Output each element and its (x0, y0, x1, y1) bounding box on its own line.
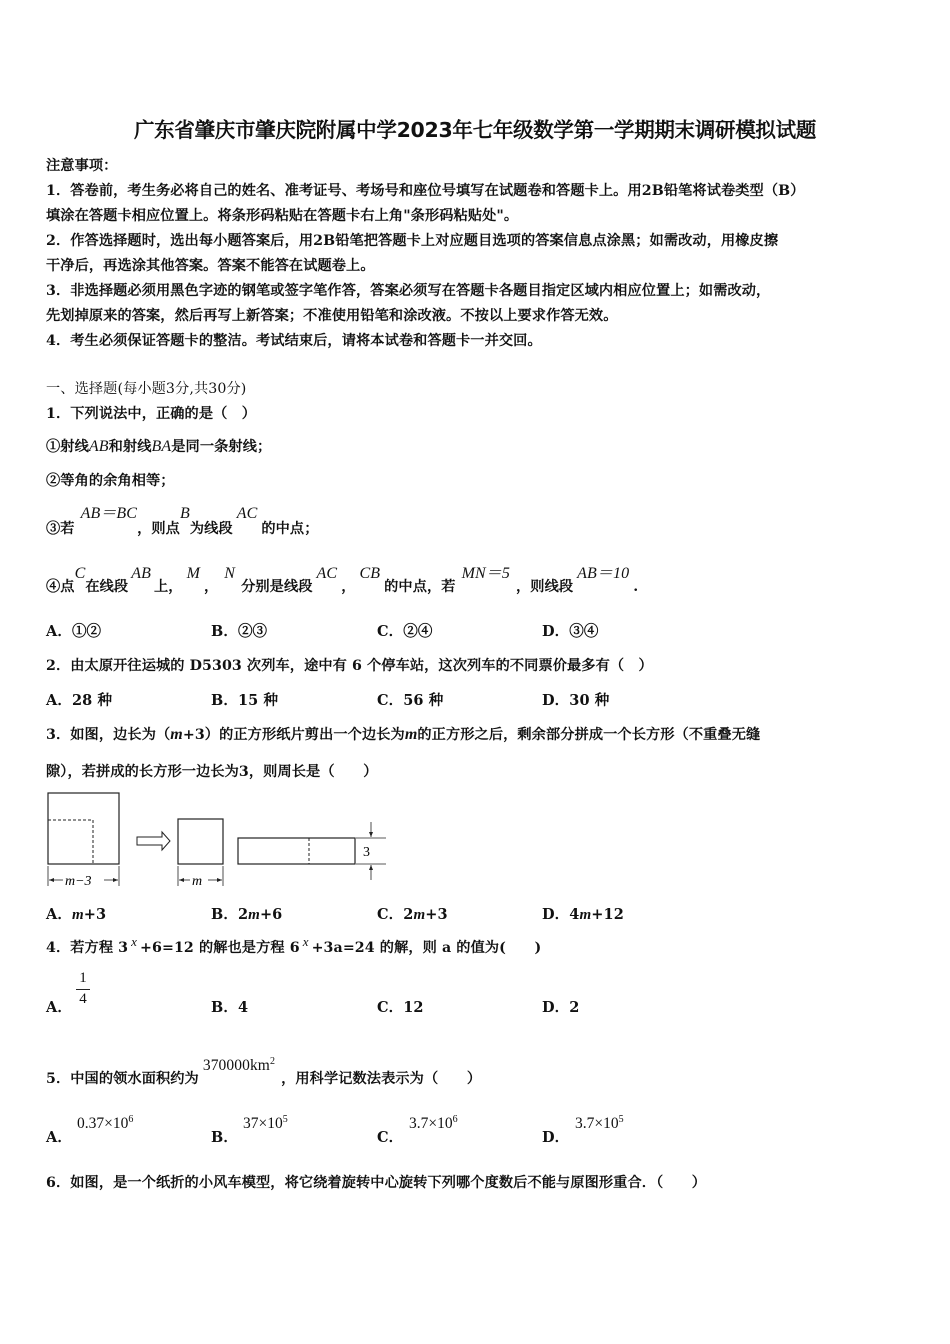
notice-line-2: 填涂在答题卡相应位置上。将条形码粘贴在答题卡右上角"条形码粘贴处"。 (46, 208, 519, 224)
q5-option-b: B． (211, 1129, 238, 1146)
q1-statement-4: ④点C在线段AB上，M，N分别是线段AC，CB的中点，若MN＝5，则线段AB＝10. (46, 565, 639, 595)
q1-statement-2: ②等角的余角相等； (46, 473, 175, 489)
q2-stem: 2．由太原开往运城的 D5303 次列车，途中有 6 个停车站，这次列车的不同票价最多有（ ） (46, 658, 653, 674)
q4-option-a: A． (46, 999, 72, 1016)
notice-line-6: 先划掉原来的答案，然后再写上新答案；不准使用铅笔和涂改液。不按以上要求作答无效。 (46, 308, 618, 324)
q1-option-a: A．①② (46, 623, 102, 640)
q5-option-c: C． (377, 1129, 404, 1146)
cut-line (48, 820, 93, 864)
notice-line-3: 2．作答选择题时，选出每小题答案后，用2B铅笔把答题卡上对应题目选项的答案信息点涂黑；如需改动，用橡皮擦 (46, 233, 779, 249)
q3-stem-line-1: 3．如图，边长为（m+3）的正方形纸片剪出一个边长为m的正方形之后，剩余部分拼成一个长方形（不重叠无缝 (46, 726, 761, 743)
notice-line-4: 干净后，再选涂其他答案。答案不能答在试题卷上。 (46, 258, 375, 274)
q1-statement-3: ③若AB＝BC，则点B为线段AC的中点； (46, 505, 319, 537)
q1-option-b: B．②③ (211, 623, 268, 640)
q4-option-d: D．2 (542, 999, 580, 1016)
q4-option-b: B．4 (211, 999, 249, 1016)
q2-option-a: A．28 种 (46, 692, 113, 709)
q4-stem: 4．若方程 3 x +6=12 的解也是方程 6 x +3a=24 的解，则 a 的值为( ) (46, 934, 542, 956)
q1-option-c: C．②④ (377, 623, 433, 640)
page-title: 广东省肇庆市肇庆院附属中学2023年七年级数学第一学期期末调研模拟试题 (133, 118, 817, 142)
q4-option-c: C．12 (377, 999, 424, 1016)
q4-fraction: 1 4 (76, 970, 90, 1008)
q3-option-a: A．m+3 (46, 906, 107, 923)
label-m: m (192, 874, 203, 889)
small-square (178, 819, 223, 864)
q3-option-c: C．2m+3 (377, 906, 448, 923)
big-square (48, 793, 119, 864)
q3-stem-line-2: 隙），若拼成的长方形一边长为3，则周长是（ ） (46, 764, 378, 780)
q1-statement-1: ①射线AB和射线BA是同一条射线； (46, 438, 272, 455)
q6-stem: 6．如图，是一个纸折的小风车模型，将它绕着旋转中心旋转下列哪个度数后不能与原图形重合．（ ） (46, 1175, 707, 1191)
q1-option-d: D．③④ (542, 623, 599, 640)
q1-stem: 1．下列说法中，正确的是（ ） (46, 406, 256, 422)
label-3: 3 (363, 845, 370, 860)
label-m-minus-3: m−3 (65, 874, 92, 889)
arrow-right-icon (137, 832, 170, 850)
q3-figure (40, 788, 390, 893)
notice-heading: 注意事项： (46, 158, 118, 174)
q5-stem: 5．中国的领水面积约为$370000km^2$，用科学记数法表示为（ ） (46, 1056, 482, 1087)
q5-option-b-value: $37\times 10^5$ (243, 1114, 288, 1132)
long-rectangle (238, 838, 355, 864)
notice-line-7: 4．考生必须保证答题卡的整洁。考试结束后，请将本试卷和答题卡一并交回。 (46, 333, 542, 349)
q5-option-d: D． (542, 1129, 570, 1146)
q3-option-b: B．2m+6 (211, 906, 283, 923)
q2-option-c: C．56 种 (377, 692, 444, 709)
q5-option-c-value: $3.7\times 10^6$ (409, 1114, 458, 1132)
q2-option-d: D．30 种 (542, 692, 610, 709)
section-heading: 一、选择题(每小题3分,共30分) (46, 381, 247, 397)
q5-option-a-value: $0.37\times 10^6$ (77, 1114, 134, 1132)
q5-option-d-value: $3.7\times 10^5$ (575, 1114, 624, 1132)
notice-line-5: 3．非选择题必须用黑色字迹的钢笔或签字笔作答，答案必须写在答题卡各题目指定区域内相应位置上；如需改动， (46, 283, 771, 299)
q5-option-a: A． (46, 1129, 72, 1146)
q3-option-d: D．4m+12 (542, 906, 624, 923)
notice-line-1: 1．答卷前，考生务必将自己的姓名、准考证号、考场号和座位号填写在试题卷和答题卡上。用2B铅笔将试卷类型（B） (46, 183, 805, 199)
q2-option-b: B．15 种 (211, 692, 279, 709)
